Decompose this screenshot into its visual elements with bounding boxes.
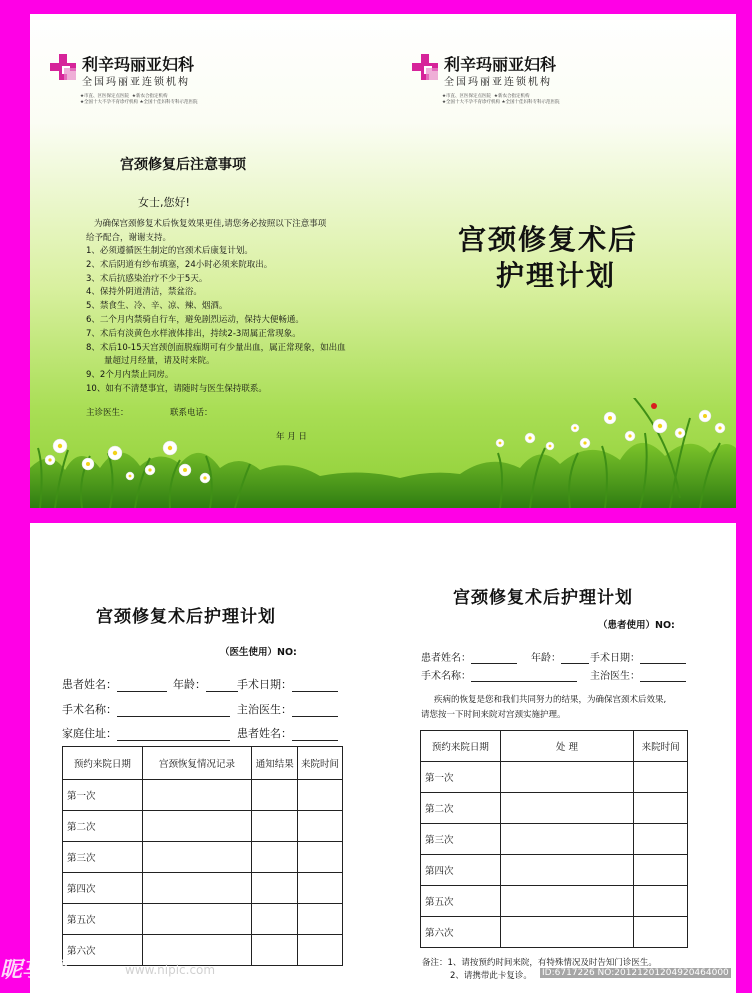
patient-intro: 请您按一下时间来院对宫颈实施护理。 (421, 710, 566, 720)
table-cell[interactable] (298, 935, 343, 966)
doctor-label: 主诊医生： (86, 408, 129, 418)
table-row (63, 904, 343, 935)
surgery-date-blank[interactable] (292, 679, 338, 692)
table-header-row (63, 747, 343, 780)
table-row (421, 762, 688, 793)
field-label: 手术日期： (237, 678, 292, 691)
table-cell[interactable] (142, 904, 252, 935)
cover-title-line2: 护理计划 (496, 259, 617, 292)
doctor-form-title: 宫颈修复术后护理计划 (96, 607, 276, 627)
notice-item: 6、二个月内禁骑自行车，避免剧烈运动，保持大便畅通。 (86, 314, 304, 325)
table-cell[interactable] (252, 811, 298, 842)
notice-item: 2、术后阴道有纱布填塞，24小时必须来院取出。 (86, 259, 273, 270)
brand-fineprint (442, 94, 592, 106)
field-patient-name (62, 676, 167, 692)
row-label: 第一次 (63, 780, 143, 811)
field-doctor (237, 701, 338, 717)
p-field-age (531, 649, 589, 664)
fineprint-line: ★全国十佳妇科专科示范医院 (501, 100, 560, 105)
table-cell[interactable] (634, 762, 688, 793)
brand-fineprint (80, 94, 230, 106)
watermark-site: www.nipic.com (125, 963, 216, 977)
table-row (421, 886, 688, 917)
col-header: 处 理 (500, 731, 633, 762)
field-age (173, 676, 238, 692)
notice-item: 8、术后10-15天宫颈创面脱痂期可有少量出血，属正常现象，如出血 (86, 342, 346, 353)
notice-item: 10、如有不清楚事宜，请随时与医生保持联系。 (86, 383, 267, 394)
brochure-cover (30, 14, 736, 508)
patient-note: 2、请携带此卡复诊。 (450, 971, 532, 981)
patient-form-usage: （患者使用）NO: (598, 620, 675, 631)
field-label: 患者姓名： (237, 727, 292, 740)
watermark-logo: 昵享网 (0, 958, 67, 983)
table-header-row (421, 731, 688, 762)
p-field-name (421, 649, 517, 664)
field-surgery-date (237, 676, 338, 692)
table-row (63, 873, 343, 904)
table-cell[interactable] (252, 904, 298, 935)
table-cell[interactable] (500, 793, 633, 824)
grass-flowers-illustration (30, 398, 736, 508)
table-cell[interactable] (142, 842, 252, 873)
field-label: 手术名称： (62, 703, 117, 716)
surgery-name-blank[interactable] (117, 704, 230, 717)
table-cell[interactable] (500, 762, 633, 793)
field-patient-name-2 (237, 725, 338, 741)
table-cell[interactable] (252, 780, 298, 811)
row-label: 第二次 (63, 811, 143, 842)
notice-greeting: 女士,您好! (138, 196, 190, 209)
fineprint-line: ★新农合指定机构 (493, 94, 530, 99)
row-label: 第三次 (421, 824, 501, 855)
fineprint-line: ★市直、区医保定点医院 (80, 94, 130, 99)
notice-intro: 为确保宫颈修复术后恢复效果更佳,请您务必按照以下注意事项 (94, 219, 327, 229)
field-label: 主治医生： (237, 703, 292, 716)
row-label: 第一次 (421, 762, 501, 793)
address-blank[interactable] (117, 728, 230, 741)
cover-title-line1: 宫颈修复术后 (458, 223, 639, 256)
table-cell[interactable] (142, 873, 252, 904)
fineprint-line: ★全国十大不孕不育诊疗机构 (442, 100, 501, 105)
table-cell[interactable] (634, 824, 688, 855)
table-cell[interactable] (634, 855, 688, 886)
field-label: 年龄： (531, 653, 561, 664)
col-header: 来院时间 (298, 747, 343, 780)
notice-item: 3、术后抗感染治疗不少于5天。 (86, 273, 208, 284)
table-cell[interactable] (298, 842, 343, 873)
row-label: 第六次 (63, 935, 143, 966)
field-label: 手术日期： (590, 653, 640, 664)
field-address (62, 725, 230, 741)
row-label: 第二次 (421, 793, 501, 824)
fineprint-line: ★全国十大不孕不育诊疗机构 (80, 100, 139, 105)
medical-cross-icon (412, 54, 438, 80)
row-label: 第三次 (63, 842, 143, 873)
p-name-blank[interactable] (471, 651, 517, 664)
fineprint-line: ★全国十佳妇科专科示范医院 (139, 100, 198, 105)
notice-intro: 给予配合，谢谢支持。 (86, 233, 172, 243)
col-header: 预约来院日期 (421, 731, 501, 762)
watermark-id: ID:6717226 NO:20121201204920464000 (542, 968, 729, 978)
medical-cross-icon (50, 54, 76, 80)
table-cell[interactable] (298, 780, 343, 811)
p-age-blank[interactable] (561, 651, 589, 664)
doctor-form-usage: （医生使用）NO: (220, 647, 297, 658)
row-label: 第四次 (63, 873, 143, 904)
field-label: 家庭住址： (62, 727, 117, 740)
table-cell[interactable] (634, 793, 688, 824)
field-label: 年龄： (173, 678, 206, 691)
brand-name: 利辛玛丽亚妇科 (82, 55, 195, 74)
patient-name-blank[interactable] (117, 679, 167, 692)
patient-note: 备注：1、请按预约时间来院，有特殊情况及时告知门诊医生。 (422, 958, 657, 968)
p-field-surgery-name (421, 667, 577, 682)
table-row (421, 793, 688, 824)
notice-title: 宫颈修复后注意事项 (120, 157, 246, 173)
date-label: 年 月 日 (276, 432, 307, 442)
form-sheet (30, 523, 736, 993)
notice-item: 1、必须遵循医生制定的宫颈术后康复计划。 (86, 246, 253, 256)
age-blank[interactable] (206, 679, 238, 692)
col-header: 来院时间 (634, 731, 688, 762)
brand-subtitle: 全国玛丽亚连锁机构 (82, 77, 190, 88)
patient-intro: 疾病的恢复是您和我们共同努力的结果，为确保宫颈术后效果, (434, 695, 667, 705)
ladybug-icon (651, 403, 657, 409)
patient-schedule-table (420, 730, 688, 948)
patient-form-title: 宫颈修复术后护理计划 (453, 588, 633, 608)
field-label: 患者姓名： (421, 653, 471, 664)
p-doctor-blank[interactable] (640, 669, 686, 682)
field-label: 患者姓名： (62, 678, 117, 691)
p-field-doctor (590, 667, 686, 682)
table-cell[interactable] (252, 873, 298, 904)
table-row (63, 811, 343, 842)
brand-name: 利辛玛丽亚妇科 (444, 55, 557, 74)
doctor-schedule-table (62, 746, 343, 966)
table-row (421, 917, 688, 948)
col-header: 宫颈恢复情况记录 (142, 747, 252, 780)
table-cell[interactable] (298, 873, 343, 904)
table-row (63, 780, 343, 811)
field-label: 主治医生： (590, 671, 640, 682)
table-cell[interactable] (142, 780, 252, 811)
phone-label: 联系电话： (170, 408, 213, 418)
table-cell[interactable] (298, 811, 343, 842)
field-label: 手术名称： (421, 671, 471, 682)
fineprint-line: ★市直、区医保定点医院 (442, 94, 492, 99)
fineprint-line: ★新农合指定机构 (131, 94, 168, 99)
notice-item: 4、保持外阴道清洁，禁盆浴。 (86, 287, 202, 298)
p-surgery-name-blank[interactable] (471, 669, 577, 682)
col-header: 通知结果 (252, 747, 298, 780)
table-cell[interactable] (500, 917, 633, 948)
table-cell[interactable] (142, 811, 252, 842)
field-surgery-name (62, 701, 230, 717)
table-cell[interactable] (500, 855, 633, 886)
table-row (63, 842, 343, 873)
p-surgery-date-blank[interactable] (640, 651, 686, 664)
table-cell[interactable] (252, 935, 298, 966)
table-cell[interactable] (142, 935, 252, 966)
table-cell[interactable] (500, 824, 633, 855)
brand-subtitle: 全国玛丽亚连锁机构 (444, 77, 552, 88)
notice-item: 9、2个月内禁止同房。 (86, 370, 174, 381)
table-row (421, 824, 688, 855)
row-label: 第四次 (421, 855, 501, 886)
p-field-surgery-date (590, 649, 686, 664)
row-label: 第五次 (63, 904, 143, 935)
table-row (421, 855, 688, 886)
table-cell[interactable] (298, 904, 343, 935)
table-cell[interactable] (500, 886, 633, 917)
table-cell[interactable] (634, 886, 688, 917)
notice-item: 5、禁食生、冷、辛、凉、辣、烟酒。 (86, 301, 228, 312)
doctor-blank[interactable] (292, 704, 338, 717)
notice-item: 量超过月经量，请及时来院。 (104, 356, 215, 367)
row-label: 第六次 (421, 917, 501, 948)
table-cell[interactable] (634, 917, 688, 948)
notice-list (86, 245, 346, 397)
row-label: 第五次 (421, 886, 501, 917)
table-cell[interactable] (252, 842, 298, 873)
col-header: 预约来院日期 (63, 747, 143, 780)
patient-name-2-blank[interactable] (292, 728, 338, 741)
notice-item: 7、术后有淡黄色水样液体排出，持续2-3周属正常现象。 (86, 328, 301, 339)
table-row (63, 935, 343, 966)
